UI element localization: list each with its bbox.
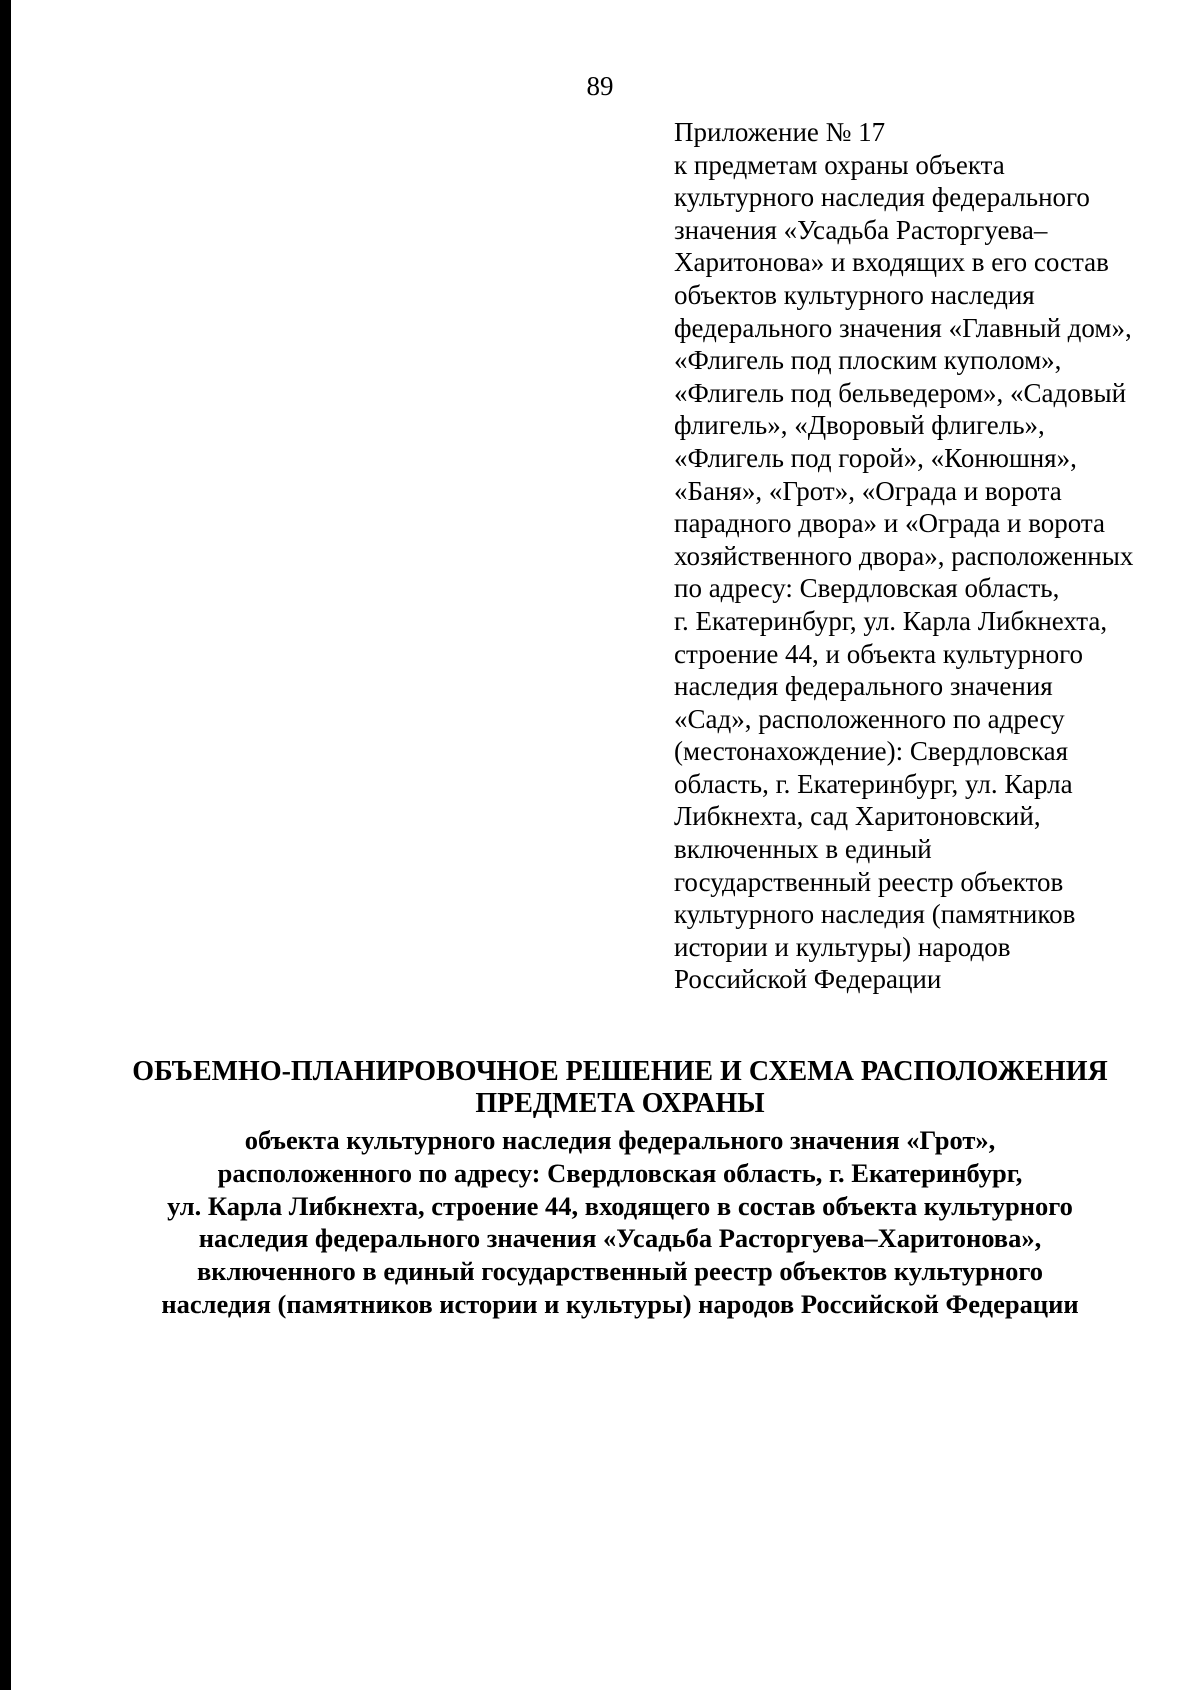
- appendix-line: федерального значения «Главный дом»,: [674, 312, 1132, 343]
- subheading-line: наследия (памятников истории и культуры) народов Российской Федерации: [161, 1288, 1079, 1319]
- appendix-line: культурного наследия (памятников: [674, 899, 1076, 930]
- appendix-line: к предметам охраны объекта: [674, 149, 1005, 180]
- appendix-reference-block: [674, 116, 1194, 996]
- subheading-line: объекта культурного наследия федерального значения «Грот»,: [244, 1125, 996, 1155]
- appendix-line: объектов культурного наследия: [674, 279, 1035, 310]
- appendix-line: флигель», «Дворовый флигель»,: [674, 410, 1045, 441]
- appendix-line: культурного наследия федерального: [674, 182, 1090, 213]
- appendix-line: «Флигель под бельведером», «Садовый: [674, 377, 1127, 408]
- appendix-line: строение 44, и объекта культурного: [674, 638, 1083, 669]
- page-number: 89: [586, 71, 614, 101]
- document-heading: [20, 1056, 1200, 1120]
- appendix-line: «Флигель под горой», «Конюшня»,: [674, 442, 1077, 473]
- appendix-line: Российской Федерации: [674, 964, 942, 995]
- appendix-line: Либкнехта, сад Харитоновский,: [674, 801, 1041, 832]
- heading-line: ОБЪЕМНО-ПЛАНИРОВОЧНОЕ РЕШЕНИЕ И СХЕМА РАСПОЛОЖЕНИЯ: [132, 1056, 1108, 1087]
- document-subheading: [20, 1124, 1200, 1321]
- appendix-line: по адресу: Свердловская область,: [674, 573, 1060, 604]
- appendix-line: истории и культуры) народов: [674, 931, 1011, 962]
- appendix-line: значения «Усадьба Расторгуева–: [674, 214, 1048, 245]
- heading-line: ПРЕДМЕТА ОХРАНЫ: [475, 1088, 765, 1119]
- appendix-line: «Баня», «Грот», «Ограда и ворота: [674, 475, 1062, 506]
- appendix-line: хозяйственного двора», расположенных: [674, 540, 1134, 571]
- appendix-line: наследия федерального значения: [674, 671, 1053, 702]
- appendix-line: включенных в единый: [674, 834, 932, 865]
- appendix-line: г. Екатеринбург, ул. Карла Либкнехта,: [674, 605, 1108, 636]
- appendix-line: парадного двора» и «Ограда и ворота: [674, 508, 1106, 539]
- appendix-line: «Флигель под плоским куполом»,: [674, 345, 1062, 376]
- appendix-line: Харитонова» и входящих в его состав: [674, 247, 1109, 278]
- appendix-line: область, г. Екатеринбург, ул. Карла: [674, 768, 1073, 799]
- subheading-line: расположенного по адресу: Свердловская область, г. Екатеринбург,: [217, 1157, 1023, 1188]
- appendix-line: государственный реестр объектов: [674, 866, 1064, 897]
- scan-left-border: [0, 0, 11, 1690]
- appendix-line: Приложение № 17: [674, 117, 886, 147]
- subheading-line: включенного в единый государственный реестр объектов культурного: [196, 1256, 1043, 1287]
- appendix-line: (местонахождение): Свердловская: [674, 736, 1069, 767]
- appendix-line: «Сад», расположенного по адресу: [674, 703, 1065, 734]
- subheading-line: ул. Карла Либкнехта, строение 44, входящего в состав объекта культурного: [167, 1190, 1073, 1221]
- subheading-line: наследия федерального значения «Усадьба Расторгуева–Харитонова»,: [198, 1223, 1042, 1254]
